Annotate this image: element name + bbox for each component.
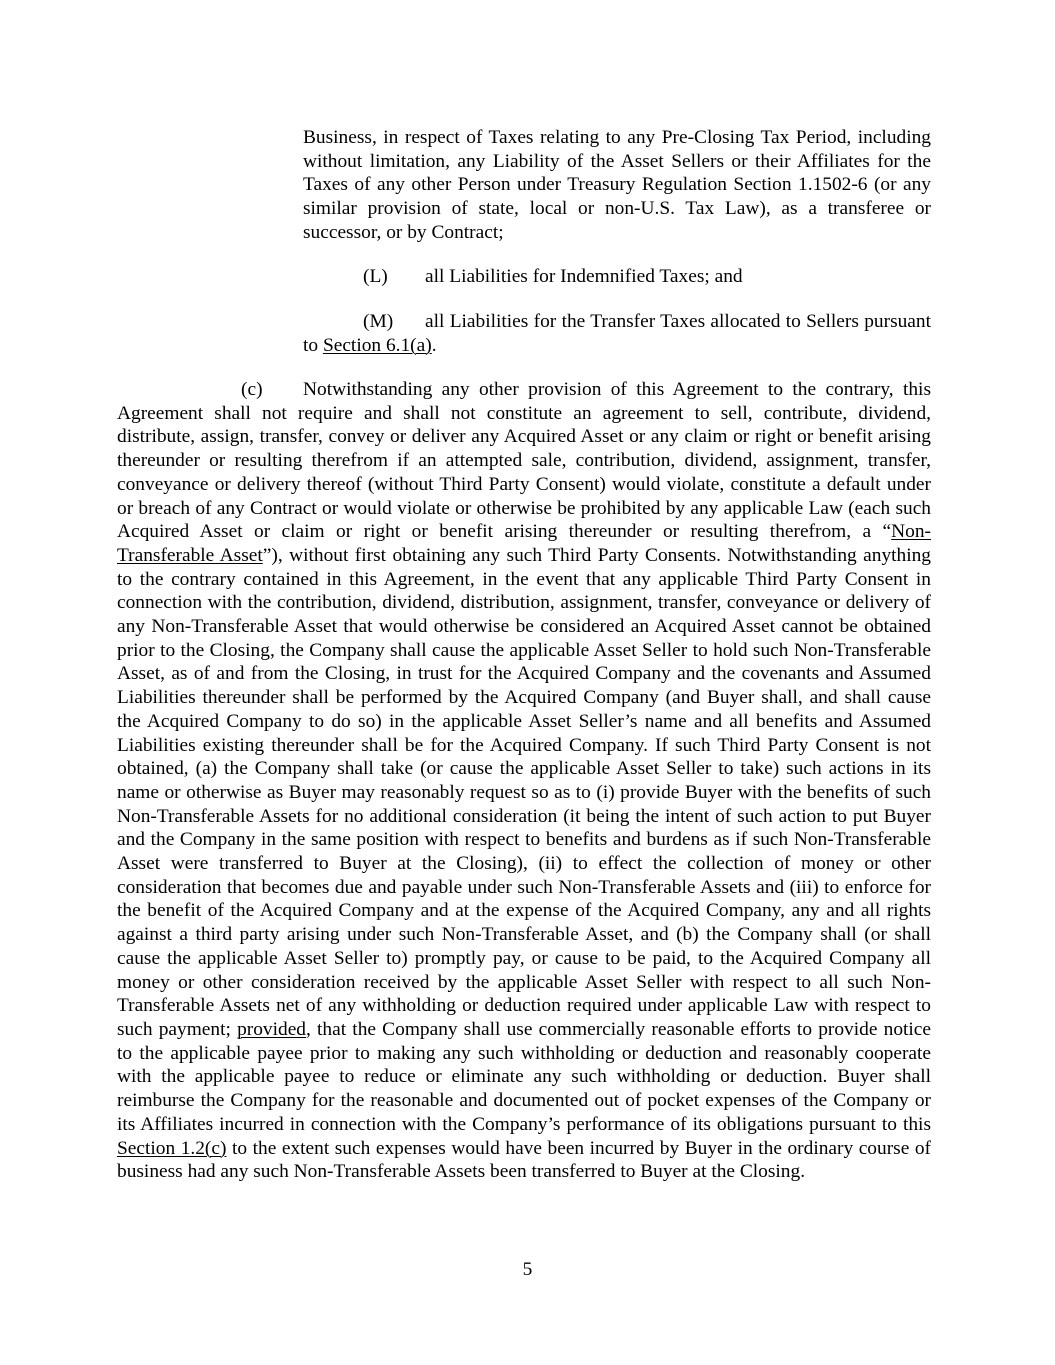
clause-m: [303, 310, 931, 357]
clause-l: [303, 265, 931, 289]
clause-k-continuation: [303, 126, 931, 245]
clause-c-marker: (c): [241, 379, 263, 400]
clause-m-text: all Liabilities for the Transfer Taxes allocated to Sellers pursuant to: [303, 311, 931, 356]
page-number: 5: [522, 1259, 533, 1280]
clause-l-text: all Liabilities for Indemnified Taxes; and: [425, 266, 743, 287]
non-transferable-asset-defined-term: Non-Transferable Asset: [117, 521, 931, 566]
section-1-2-c-reference: Section 1.2(c): [117, 1137, 227, 1159]
clause-c-text-part-1: Notwithstanding any other provision of this Agreement to the contrary, this Agreement shall not require and shall not constitute an agreement to sell, contribute, dividend, distribute, assign, transfer, convey or deliver any Acquired Asset or any claim or right or benefit arising thereunder or resulting therefrom if an attempted sale, contribution, dividend, assignment, transfer, conveyance or delivery thereof (without Third Party Consent) would violate, constitute a default under or breach of any Contract or would violate or otherwise be prohibited by any applicable Law (each such Acquired Asset or claim or right or benefit arising thereunder or resulting therefrom, a “: [117, 379, 931, 543]
clause-m-marker: (M): [363, 311, 394, 332]
section-6-1-a-reference: Section 6.1(a): [322, 334, 432, 356]
clause-c-text-part-2: ”), without first obtaining any such Third Party Consents. Notwithstanding anything to the contrary contained in this Agreement, in the event that any applicable Third Party Consent in connection with the contribution, dividend, distribution, assignment, transfer, conveyance or delivery of any Non-Transferable Asset that would otherwise be considered an Acquired Asset cannot be obtained prior to the Closing, the Company shall cause the applicable Asset Seller to hold such Non-Transferable Asset, as of and from the Closing, in trust for the Acquired Company and the covenants and Assumed Liabilities thereunder shall be performed by the Acquired Company (and Buyer shall, and shall cause the Acquired Company to do so) in the applicable Asset Seller’s name and all benefits and Assumed Liabilities existing thereunder shall be for the Acquired Company. If such Third Party Consent is not obtained, (a) the Company shall take (or cause the applicable Asset Seller to take) such actions in its name or otherwise as Buyer may reasonably request so as to (i) provide Buyer with the benefits of such Non-Transferable Assets for no additional consideration (it being the intent of such action to put Buyer and the Company in the same position with respect to benefits and burdens as if such Non-Transferable Asset were transferred to Buyer at the Closing), (ii) to effect the collection of money or other consideration that becomes due and payable under such Non-Transferable Assets and (iii) to enforce for the benefit of the Acquired Company and at the expense of the Acquired Company, any and all rights against a third party arising under such Non-Transferable Asset, and (b) the Company shall (or shall cause the applicable Asset Seller to) promptly pay, or cause to be paid, to the Acquired Company all money or other consideration received by the applicable Asset Seller with respect to all such Non-Transferable Assets net of any withholding or deduction required under applicable Law with respect to such payment;: [117, 544, 932, 1040]
clause-l-marker: (L): [363, 266, 388, 287]
provided-proviso-term: provided: [237, 1018, 307, 1040]
clause-m-ending: .: [431, 334, 437, 356]
clause-c-text-part-3: , that the Company shall use commercially reasonable efforts to provide notice to the applicable payee prior to making any such withholding or deduction and reasonably cooperate with the applicable payee to reduce or eliminate any such withholding or deduction. Buyer shall reimburse the Company for the reasonable and documented out of pocket expenses of the Company or its Affiliates incurred in connection with the Company’s performance of its obligations pursuant to this: [117, 1018, 931, 1135]
clause-k-text: Business, in respect of Taxes relating to any Pre-Closing Tax Period, including without limitation, any Liability of the Asset Sellers or their Affiliates for the Taxes of any other Person under Treasury Regulation Section 1.1502-6 (or any similar provision of state, local or non-U.S. Tax Law), as a transferee or successor, or by Contract;: [303, 127, 931, 243]
clause-c-text-part-4: to the extent such expenses would have been incurred by Buyer in the ordinary course of business had any such Non-Transferable Assets been transferred to Buyer at the Closing.: [117, 1137, 931, 1183]
clause-c: [117, 378, 931, 1184]
